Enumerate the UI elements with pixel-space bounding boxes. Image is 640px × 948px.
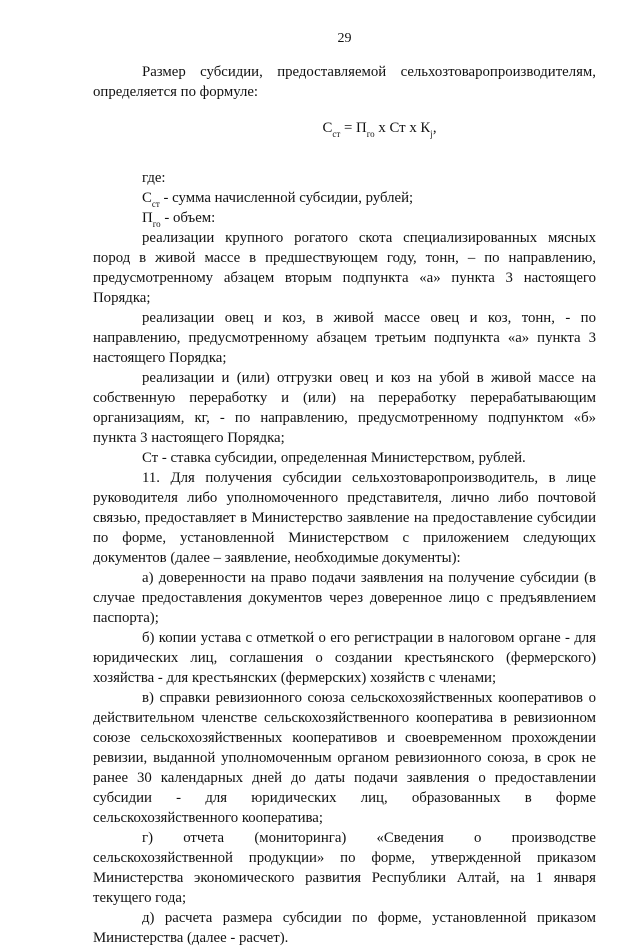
formula-p-sub: го bbox=[366, 128, 375, 139]
paragraph-slaughter: реализации и (или) отгрузки овец и коз на убой в живой массе на собственную переработку и (или) на переработку перерабатывающим организациям, кг, - по направлению, предусмотренному подпунктом «б» пункта 3 настоящего Порядка; bbox=[93, 370, 596, 446]
paragraph-item-a: а) доверенности на право подачи заявления на получение субсидии (в случае предоставления документов через доверенное лицо с предъявлением паспорта); bbox=[93, 570, 596, 626]
def-cst-symbol: С bbox=[142, 190, 152, 206]
def-pgo-symbol: П bbox=[142, 210, 153, 226]
definition-cst bbox=[93, 188, 596, 208]
paragraph-item-b: б) копии устава с отметкой о его регистрации в налоговом органе - для юридических лиц, соглашения о создании крестьянского (фермерского) хозяйства - для крестьянских (фермерских) хозяйств с членами; bbox=[93, 630, 596, 686]
paragraph-rate: Ст - ставка субсидии, определенная Министерством, рублей. bbox=[142, 450, 526, 466]
definition-pgo bbox=[93, 208, 596, 228]
subsidy-formula bbox=[93, 118, 596, 138]
formula-p: П bbox=[356, 120, 367, 136]
page-number: 29 bbox=[337, 31, 352, 46]
paragraph-cattle: реализации крупного рогатого скота специализированных мясных пород в живой массе в предшествующем году, тонн, – по направлению, предусмотренному абзацем вторым подпункта «а» пункта 3 настоящего Порядка; bbox=[93, 230, 596, 306]
def-pgo-text: - объем: bbox=[160, 210, 216, 226]
paragraph-item-11: 11. Для получения субсидии сельхозтоваропроизводитель, в лице руководителя либо уполномоченного представителя, лично либо почтовой связью, предоставляет в Министерство заявление на предоставление субсидии по форме, установленной Министерством с приложением следующих документов (далее – заявление, необходимые документы): bbox=[93, 470, 596, 566]
def-pgo-sub: го bbox=[152, 218, 161, 229]
formula-lhs: С bbox=[322, 120, 333, 136]
formula-lhs-sub: ст bbox=[332, 128, 341, 139]
paragraph-item-g: г) отчета (мониторинга) «Сведения о производстве сельскохозяйственной продукции» по форме, утвержденной приказом Министерства экономического развития Республики Алтай, на 1 января текущего года; bbox=[93, 830, 596, 906]
formula-tail: , bbox=[432, 120, 437, 136]
document-page bbox=[93, 30, 596, 948]
def-cst-sub: ст bbox=[151, 198, 160, 209]
formula-k-sub: j bbox=[430, 128, 433, 139]
paragraph-item-d: д) расчета размера субсидии по форме, установленной приказом Министерства (далее - расчет). bbox=[93, 910, 596, 946]
formula-mid: х Ст х К bbox=[374, 120, 431, 136]
intro-paragraph: Размер субсидии, предоставляемой сельхозтоваропроизводителям, определяется по формуле: bbox=[93, 64, 596, 100]
formula-eq: = bbox=[340, 120, 357, 136]
where-label: где: bbox=[142, 170, 166, 186]
def-cst-text: - сумма начисленной субсидии, рублей; bbox=[159, 190, 414, 206]
paragraph-sheep-goats: реализации овец и коз, в живой массе овец и коз, тонн, - по направлению, предусмотренному абзацем третьим подпункта «а» пункта 3 настоящего Порядка; bbox=[93, 310, 596, 366]
paragraph-item-v: в) справки ревизионного союза сельскохозяйственных кооперативов о действительном членстве сельскохозяйственного кооператива в ревизионном союзе сельскохозяйственных кооперативов и своевременном прохождении ревизии, выданной уполномоченным органом ревизионного союза, в срок не ранее 30 календарных дней до даты подачи заявления о предоставлении субсидии - для юридических лиц, образованных в форме сельскохозяйственного кооператива; bbox=[93, 690, 596, 826]
